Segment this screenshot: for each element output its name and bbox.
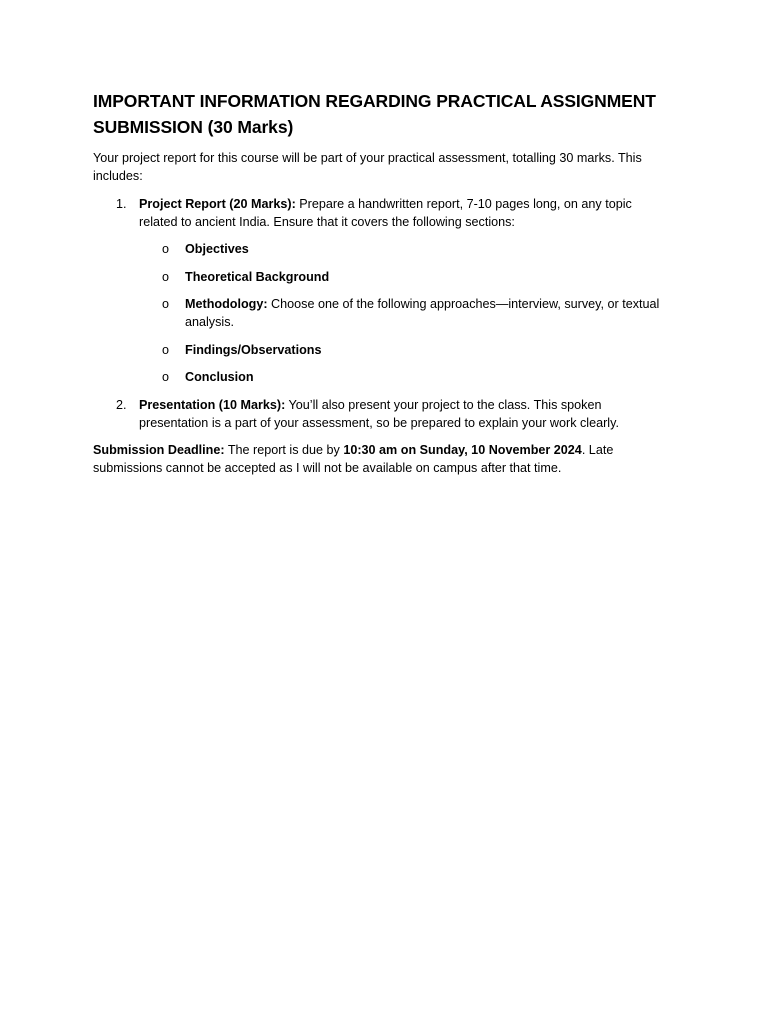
bullet-icon: o [162, 342, 170, 357]
document-title: IMPORTANT INFORMATION REGARDING PRACTICAL ASSIGNMENT SUBMISSION (30 Marks) [93, 91, 656, 137]
deadline-paragraph [93, 441, 668, 477]
item-text: You’ll also present your project to the class. This spoken presentation is a part of your assessment, so be prepared to explain your work clearly. [139, 397, 619, 430]
item-text: Prepare a handwritten report, 7-10 pages long, on any topic related to ancient India. Ensure that it covers the following sections: [139, 197, 632, 229]
section-text: Choose one of the following approaches—interview, survey, or textual analysis. [185, 297, 660, 329]
section-label: Methodology: [185, 297, 268, 311]
deadline-text-before: The report is due by [224, 442, 344, 457]
requirements-list [93, 195, 668, 432]
list-number: 2. [116, 397, 127, 412]
section-theoretical-background [139, 268, 668, 286]
list-item-project-report [93, 195, 668, 386]
section-findings [139, 341, 668, 359]
item-label: Presentation (10 Marks): [139, 397, 286, 412]
intro-paragraph: Your project report for this course will be part of your practical assessment, totalling 30 marks. This includes: [93, 151, 642, 183]
sections-list [139, 240, 668, 386]
section-methodology [139, 295, 668, 331]
section-label: Findings/Observations [185, 342, 322, 357]
deadline-date: 10:30 am on Sunday, 10 November 2024 [343, 442, 582, 457]
deadline-label: Submission Deadline: [93, 442, 225, 457]
bullet-icon: o [162, 242, 170, 256]
list-number: 1. [116, 197, 127, 211]
section-label: Conclusion [185, 370, 254, 384]
deadline-text-after: . Late submissions cannot be accepted as I will not be available on campus after that time. [93, 442, 614, 475]
section-label: Theoretical Background [185, 269, 330, 284]
section-conclusion [139, 368, 668, 386]
bullet-icon: o [162, 297, 170, 311]
item-label: Project Report (20 Marks): [139, 197, 296, 211]
section-objectives [139, 240, 668, 258]
bullet-icon: o [162, 269, 170, 284]
bullet-icon: o [162, 370, 170, 384]
list-item-presentation [93, 396, 668, 432]
section-label: Objectives [185, 242, 249, 256]
